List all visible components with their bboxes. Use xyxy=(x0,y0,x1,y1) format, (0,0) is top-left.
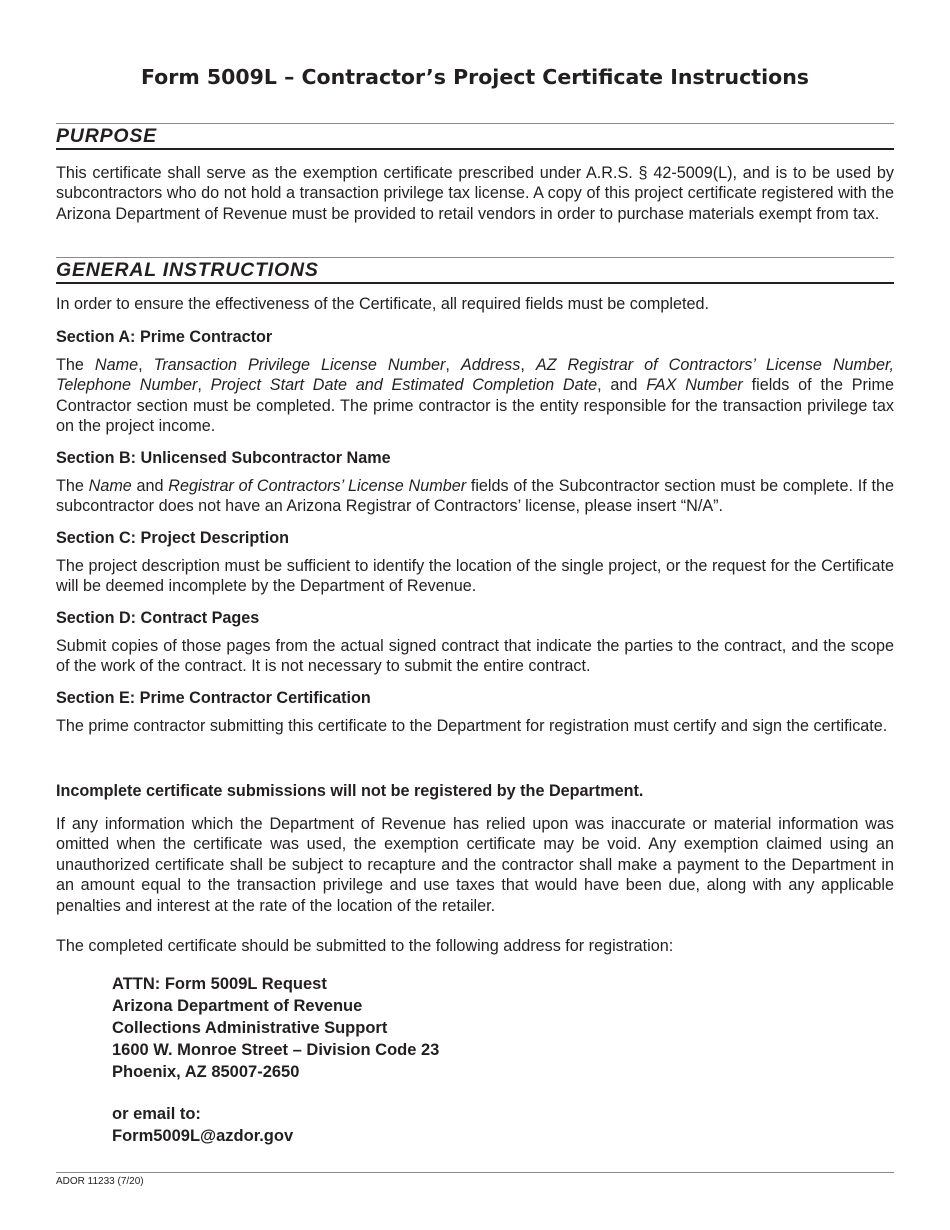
text-run: , xyxy=(445,356,461,374)
page-title: Form 5009L – Contractor’s Project Certificate Instructions xyxy=(140,65,810,89)
text-run: , xyxy=(138,356,154,374)
purpose-text: This certificate shall serve as the exemption certificate prescribed under A.R.S. § 42-5009(L), and is to be used by subcontractors who do not hold a transaction privilege tax license. A copy of this project certificate registered with the Arizona Department of Revenue must be provided to retail vendors in order to purchase materials exempt from tax. xyxy=(56,164,894,223)
void-paragraph-block xyxy=(56,814,894,916)
field-name: AZ Registrar of Contractors’ License Number, Telephone Number xyxy=(56,356,894,395)
incomplete-notice: Incomplete certificate submissions will not be registered by the Department. xyxy=(56,782,644,800)
field-name: Registrar of Contractors’ License Number xyxy=(168,477,467,495)
purpose-heading: PURPOSE xyxy=(56,123,894,150)
section-d-text: Submit copies of those pages from the actual signed contract that indicate the parties to the contract, and the scope of the work of the contract. It is not necessary to submit the entire contract. xyxy=(56,637,894,676)
section-d-heading: Section D: Contract Pages xyxy=(56,609,260,627)
mailing-address xyxy=(112,973,439,1083)
general-instructions-heading: GENERAL INSTRUCTIONS xyxy=(56,257,894,284)
address-line: ATTN: Form 5009L Request xyxy=(112,975,327,993)
section-d xyxy=(56,608,894,677)
field-name: Project Start Date and Estimated Completion Date xyxy=(210,376,598,395)
email-address: Form5009L@azdor.gov xyxy=(112,1127,294,1145)
text-run: The xyxy=(56,477,89,495)
section-b-heading: Section B: Unlicensed Subcontractor Name xyxy=(56,449,391,467)
section-e-text: The prime contractor submitting this certificate to the Department for registration must certify and sign the certificate. xyxy=(56,717,888,735)
address-line: Collections Administrative Support xyxy=(112,1019,388,1037)
section-c xyxy=(56,528,894,597)
email-label: or email to: xyxy=(112,1105,201,1123)
text-run: , xyxy=(197,376,211,395)
address-line: Arizona Department of Revenue xyxy=(112,997,363,1015)
section-c-heading: Section C: Project Description xyxy=(56,529,289,547)
section-b-text xyxy=(56,476,894,517)
void-paragraph: If any information which the Department of Revenue has relied upon was inaccurate or material information was omitted when the certificate was used, the exemption certificate may be void. Any exemption claimed using an unauthorized certificate shall be subject to recapture and the contractor shall make a payment to the Department in an amount equal to the transaction privilege and use taxes that would have been due, along with any applicable penalties and interest at the rate of the location of the retailer. xyxy=(56,815,894,915)
address-line: Phoenix, AZ 85007-2650 xyxy=(112,1063,300,1081)
section-b xyxy=(56,448,894,517)
field-name: Name xyxy=(94,356,139,374)
section-e-heading: Section E: Prime Contractor Certification xyxy=(56,689,371,707)
text-run: fields of the Prime Contractor section must be completed. The prime contractor is the entity responsible for the transaction privilege tax on the project income. xyxy=(56,376,894,436)
text-run: , and xyxy=(597,376,647,395)
address-line: 1600 W. Monroe Street – Division Code 23 xyxy=(112,1041,440,1059)
field-name: Name xyxy=(88,477,132,495)
section-a-heading: Section A: Prime Contractor xyxy=(56,328,273,346)
incomplete-notice-block xyxy=(56,781,894,801)
section-c-text: The project description must be sufficient to identify the location of the single project, or the request for the Certificate will be deemed incomplete by the Department of Revenue. xyxy=(56,557,894,596)
section-a xyxy=(56,327,894,437)
general-intro-text: In order to ensure the effectiveness of the Certificate, all required fields must be completed. xyxy=(56,295,709,313)
text-run: fields of the Subcontractor section must be complete. If the subcontractor does not have an Arizona Registrar of Contractors’ license, please insert “N/A”. xyxy=(56,477,894,516)
text-run: and xyxy=(131,477,169,495)
submit-line: The completed certificate should be submitted to the following address for registration: xyxy=(56,937,674,955)
text-run: , xyxy=(520,356,536,374)
email-block xyxy=(112,1103,293,1147)
form-number: ADOR 11233 (7/20) xyxy=(56,1176,144,1187)
field-name: Address xyxy=(460,356,521,374)
general-intro xyxy=(56,294,894,314)
footer-divider xyxy=(56,1172,894,1173)
submit-line-block xyxy=(56,936,894,956)
field-name: Transaction Privilege License Number xyxy=(153,356,446,374)
purpose-section xyxy=(56,163,894,224)
section-a-text xyxy=(56,355,894,437)
text-run: The xyxy=(56,356,95,374)
field-name: FAX Number xyxy=(646,376,743,395)
section-e xyxy=(56,688,894,736)
